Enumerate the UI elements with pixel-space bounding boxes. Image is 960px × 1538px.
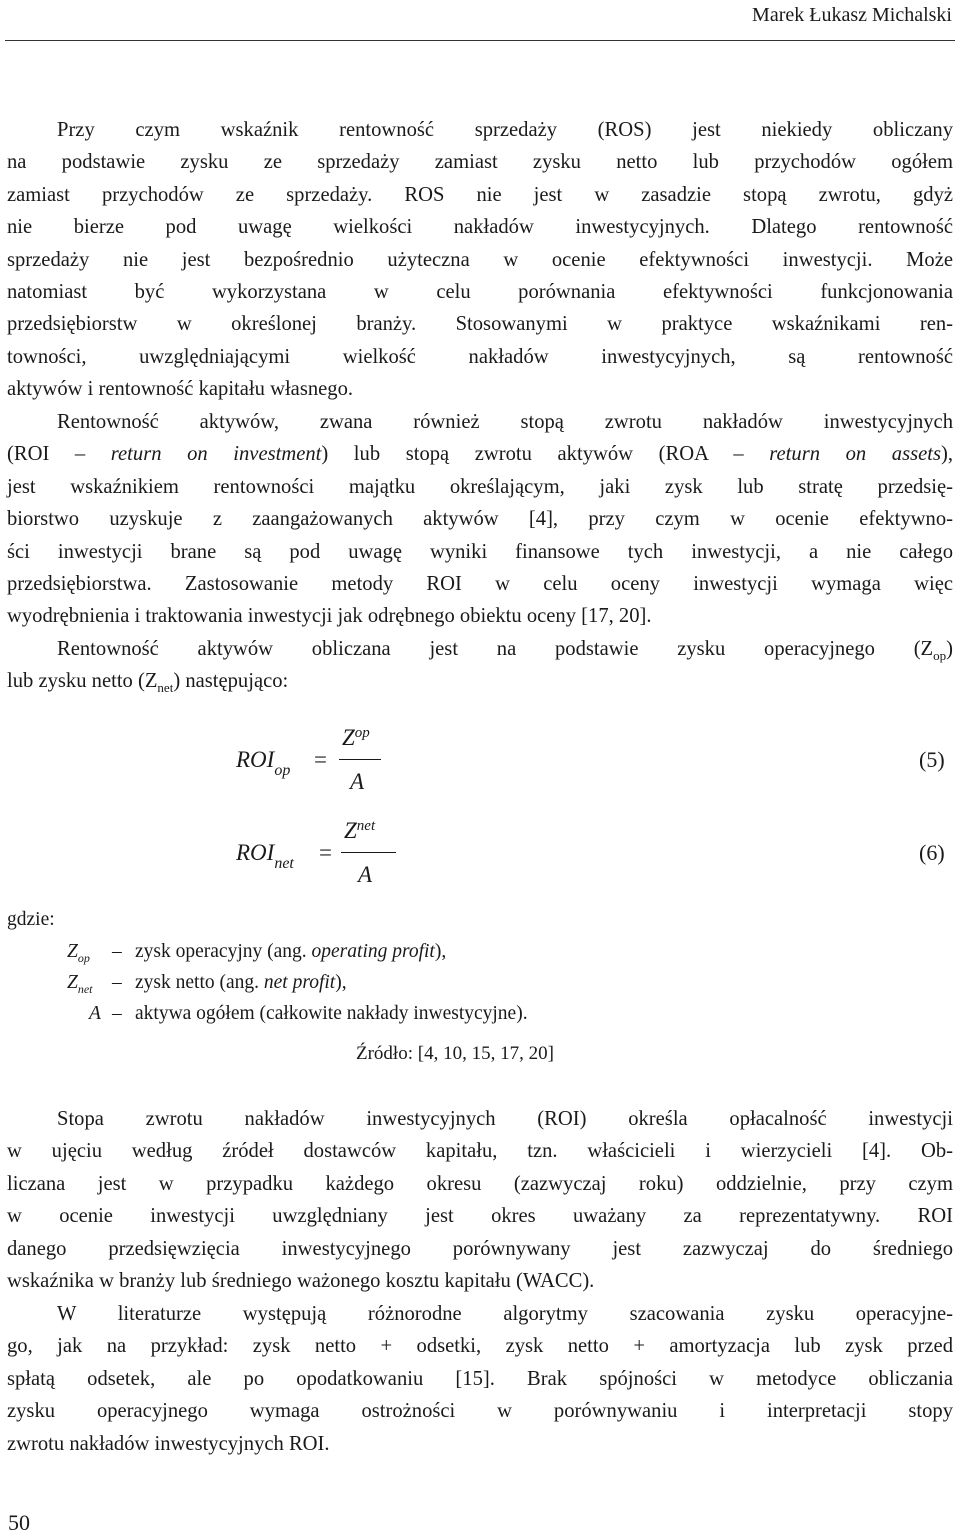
equation-numerator: $Z^{net}$	[344, 818, 376, 843]
definitions-block	[7, 905, 953, 1025]
paragraph-1	[7, 114, 953, 406]
text-line: Rentowność aktywów, zwana również stopą zwrotu nakładów inwestycyjnych	[57, 411, 953, 433]
equation-numerator: $Z^{op}$	[342, 725, 370, 750]
equation-6	[236, 818, 956, 898]
fraction-bar	[341, 852, 396, 853]
equals-sign: =	[319, 840, 332, 865]
equals-sign: =	[314, 747, 327, 772]
text-line: na podstawie zysku ze sprzedaży zamiast zysku netto lub przychodów ogółem	[7, 151, 953, 174]
equation-number: (6)	[919, 840, 945, 865]
text-line: liczana jest w przypadku każdego okresu (zazwyczaj roku) oddzielnie, przy czym	[7, 1172, 953, 1195]
definitions-label: gdzie:	[7, 909, 55, 930]
paragraph-2	[7, 406, 953, 633]
text-line: w ujęciu według źródeł dostawców kapitału, tzn. właścicieli i wierzycieli [4]. Ob-	[7, 1140, 953, 1163]
text-line: lub zysku netto $(Z_{net})$ następująco:	[7, 670, 289, 696]
equation-5	[236, 725, 956, 805]
definition-item: $Z_{op}$ – zysk operacyjny (ang. operating profit),	[67, 941, 447, 965]
text-line: sprzedaży nie jest bezpośrednio użyteczna w ocenie efektywności inwestycji. Może	[7, 248, 953, 271]
running-header-author: Marek Łukasz Michalski	[752, 4, 952, 26]
equation-lhs: $ROI_{op}$	[236, 747, 291, 779]
text-line: jest wskaźnikiem rentowności majątku określającym, jaki zysk lub stratę przedsię-	[7, 475, 953, 498]
paragraph-3	[7, 633, 953, 698]
text-line: Stopa zwrotu nakładów inwestycyjnych (ROI) określa opłacalność inwestycji	[57, 1108, 953, 1130]
header-rule	[5, 40, 955, 41]
text-line: zamiast przychodów ze sprzedaży. ROS nie jest w zasadzie stopą zwrotu, gdyż	[7, 183, 953, 206]
equation-number: (5)	[919, 747, 945, 772]
text-line: przedsiębiorstwa. Zastosowanie metody ROI w celu oceny inwestycji wymaga więc	[7, 572, 953, 595]
page-number: 50	[8, 1510, 30, 1535]
text-line: wyodrębnienia i traktowania inwestycji jak odrębnego obiektu oceny [17, 20].	[7, 605, 652, 628]
text-line: przedsiębiorstw w określonej branży. Stosowanymi w praktyce wskaźnikami ren-	[7, 313, 953, 336]
text-line: natomiast być wykorzystana w celu porównania efektywności funkcjonowania	[7, 280, 953, 303]
text-line: danego przedsięwzięcia inwestycyjnego porównywany jest zazwyczaj do średniego	[7, 1237, 953, 1260]
text-line: (ROI – return on investment) lub stopą zwrotu aktywów (ROA – return on assets),	[7, 443, 953, 466]
text-line: go, jak na przykład: zysk netto + odsetki, zysk netto + amortyzacja lub zysk przed	[7, 1335, 953, 1358]
equation-denominator: A	[350, 769, 365, 794]
source-note: Źródło: [4, 10, 15, 17, 20]	[356, 1043, 554, 1064]
paragraph-4	[7, 1103, 953, 1297]
text-line: W literaturze występują różnorodne algorytmy szacowania zysku operacyjne-	[57, 1303, 953, 1325]
text-line: wskaźnika w branży lub średniego ważonego kosztu kapitału (WACC).	[7, 1269, 595, 1292]
text-line: zysku operacyjnego wymaga ostrożności w porównywaniu i interpretacji stopy	[7, 1400, 953, 1423]
text-line: towności, uwzględniającymi wielkość nakładów inwestycyjnych, są rentowność	[7, 345, 953, 368]
fraction-bar	[339, 759, 381, 760]
text-line: biorstwo uzyskuje z zaangażowanych aktywów [4], przy czym w ocenie efektywno-	[7, 508, 953, 531]
text-line: w ocenie inwestycji uwzględniany jest okres uważany za reprezentatywny. ROI	[7, 1205, 953, 1228]
text-line: Rentowność aktywów obliczana jest na podstawie zysku operacyjnego $(Z_{op})$	[57, 638, 953, 663]
equation-lhs: $ROI_{net}$	[236, 840, 294, 872]
text-line: Przy czym wskaźnik rentowność sprzedaży (ROS) jest niekiedy obliczany	[57, 119, 953, 141]
definition-item: $Z_{net}$ – zysk netto (ang. net profit),	[67, 972, 347, 996]
definition-item: A – aktywa ogółem (całkowite nakłady inwestycyjne).	[89, 1003, 528, 1024]
equation-denominator: A	[358, 862, 373, 887]
text-line: spłatą odsetek, ale po opodatkowaniu [15]. Brak spójności w metodyce obliczania	[7, 1367, 953, 1390]
text-line: zwrotu nakładów inwestycyjnych ROI.	[7, 1432, 330, 1455]
text-line: aktywów i rentowność kapitału własnego.	[7, 378, 354, 401]
paragraph-5	[7, 1298, 953, 1460]
text-line: nie bierze pod uwagę wielkości nakładów inwestycyjnych. Dlatego rentowność	[7, 216, 953, 239]
text-line: ści inwestycji brane są pod uwagę wyniki finansowe tych inwestycji, a nie całego	[7, 540, 953, 563]
